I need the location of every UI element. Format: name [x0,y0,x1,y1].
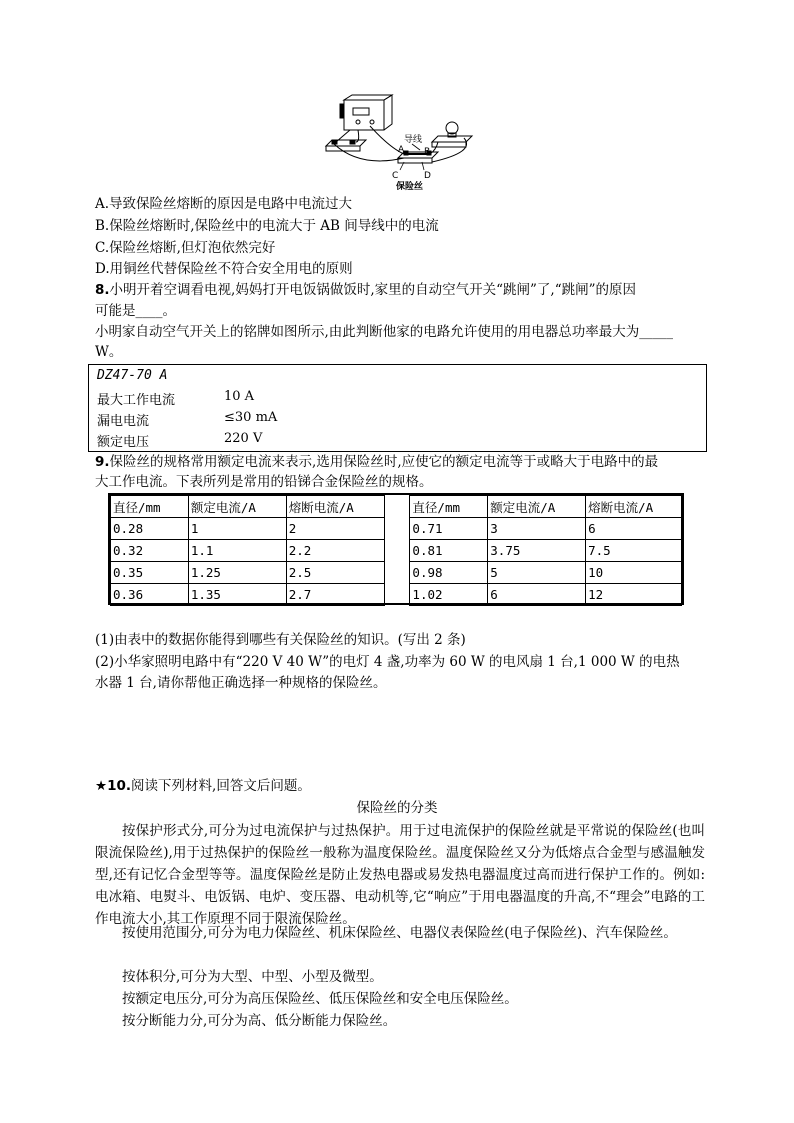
q8-line3: 小明家自动空气开关上的铭牌如图所示,由此判断他家的电路允许使用的用电器总功率最大为_____ [95,324,674,340]
cell: 6 [488,584,586,606]
q8-number: 8. [95,282,110,298]
label-d: D [424,171,431,181]
q10-paragraph-3: 按体积分,可分为大型、中型、小型及微型。 [122,969,383,985]
cell: 6 [586,518,682,540]
cell: 2.2 [286,540,384,562]
nameplate-model: DZ47-70 A [97,368,168,383]
gap-cell [384,584,410,606]
label-c: C [392,171,399,181]
cell: 0.35 [111,562,189,584]
q8-line1: 8.小明开着空调看电视,妈妈打开电饭锅做饭时,家里的自动空气开关“跳闸”了,“跳闸”的原因 [95,282,637,298]
header-cell: 熔断电流/A [586,496,682,518]
cell: 3.75 [488,540,586,562]
gap-cell [384,518,410,540]
cell: 2 [286,518,384,540]
cell: 1.1 [188,540,286,562]
label-b: B [424,147,431,157]
cell: 0.71 [410,518,488,540]
q10-number: ★10. [95,778,132,794]
q10-paragraph-1: 按保护形式分,可分为过电流保护与过热保护。用于过电流保护的保险丝就是平常说的保险丝(也叫限流保险丝),用于过热保护的保险丝一般称为温度保险丝。温度保险丝又分为低熔点合金型与感温触发型,还有记忆合金型等等。温度保险丝是防止发热电器或易发热电器温度过高而进行保护工作的。例如:电冰箱、电熨斗、电饭锅、电炉、变压器、电动机等,它“响应”于用电器温度的升高,不“理会”电路的工作电流大小,其工作原理不同于限流保险丝。 [95,823,705,927]
nameplate-value-leak-current: ≤30 mA [224,410,278,425]
cell: 5 [488,562,586,584]
cell: 12 [586,584,682,606]
option-c: C.保险丝熔断,但灯泡依然完好 [95,240,276,256]
label-fuse: 保险丝 [396,182,424,192]
q8-line4: W。 [95,344,123,360]
nameplate [88,364,707,452]
header-cell: 额定电流/A [488,496,586,518]
cell: 0.32 [111,540,189,562]
cell: 0.28 [111,518,189,540]
table-header-row [111,496,682,518]
q9-sub2-line2: 水器 1 台,请你帮他正确选择一种规格的保险丝。 [95,675,387,691]
option-d: D.用铜丝代替保险丝不符合安全用电的原则 [95,261,353,277]
cell: 7.5 [586,540,682,562]
table-row [111,540,682,562]
label-wire: 导线 [404,135,423,145]
q9-sub1: (1)由表中的数据你能得到哪些有关保险丝的知识。(写出 2 条) [95,632,466,648]
option-b: B.保险丝熔断时,保险丝中的电流大于 AB 间导线中的电流 [95,218,439,234]
cell: 1.25 [188,562,286,584]
cell: 2.5 [286,562,384,584]
header-cell: 直径/mm [410,496,488,518]
q9-number: 9. [95,454,110,470]
q9-line1: 9.保险丝的规格常用额定电流来表示,选用保险丝时,应使它的额定电流等于或略大于电路中的最 [95,454,659,470]
q10-article-title: 保险丝的分类 [356,800,438,816]
cell: 3 [488,518,586,540]
table-row [111,518,682,540]
nameplate-value-max-current: 10 A [224,389,255,404]
nameplate-value-rated-voltage: 220 V [224,431,263,446]
q9-line2: 大工作电流。下表所列是常用的铅锑合金保险丝的规格。 [95,474,433,490]
circuit-figure [320,92,480,192]
cell: 0.98 [410,562,488,584]
gap-cell [384,496,410,518]
gap-cell [384,562,410,584]
nameplate-label-max-current: 最大工作电流 [97,393,176,408]
table-row [111,584,682,606]
header-cell: 直径/mm [111,496,189,518]
cell: 1.02 [410,584,488,606]
cell: 0.81 [410,540,488,562]
q10-paragraph-4: 按额定电压分,可分为高压保险丝、低压保险丝和安全电压保险丝。 [122,991,518,1007]
header-cell: 额定电流/A [188,496,286,518]
cell: 1 [188,518,286,540]
gap-cell [384,540,410,562]
nameplate-label-leak-current: 漏电电流 [97,414,150,429]
q10-paragraph-2: 按使用范围分,可分为电力保险丝、机床保险丝、电器仪表保险丝(电子保险丝)、汽车保险丝。 [122,925,677,941]
q10-paragraph-5: 按分断能力分,可分为高、低分断能力保险丝。 [122,1013,397,1029]
cell: 0.36 [111,584,189,606]
cell: 1.35 [188,584,286,606]
nameplate-label-rated-voltage: 额定电压 [97,435,150,450]
power-supply [340,95,392,130]
switch [326,130,366,151]
q9-sub2-line1: (2)小华家照明电路中有“220 V 40 W”的电灯 4 盏,功率为 60 W 的电风扇 1 台,1 000 W 的电热 [95,654,680,670]
q8-line2: 可能是____。 [95,303,176,319]
q10-intro: ★10.阅读下列材料,回答文后问题。 [95,778,311,794]
cell: 2.7 [286,584,384,606]
cell: 10 [586,562,682,584]
header-cell: 熔断电流/A [286,496,384,518]
table-row [111,562,682,584]
fuse-spec-table [108,493,684,605]
option-a: A.导致保险丝熔断的原因是电路中电流过大 [95,196,353,212]
label-a: A [398,145,405,155]
